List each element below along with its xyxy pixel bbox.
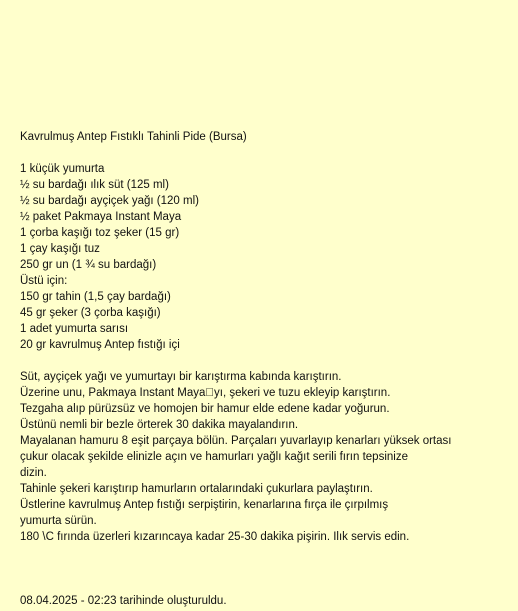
ingredient-item: ½ su bardağı ılık süt (125 ml) bbox=[20, 179, 169, 191]
ingredient-item: 20 gr kavrulmuş Antep fıstığı içi bbox=[20, 339, 180, 351]
instruction-line: 180 \C fırında üzerleri kızarıncaya kadar 25-30 dakika pişirin. Ilık servis edin. bbox=[20, 531, 410, 543]
created-timestamp: 08.04.2025 - 02:23 tarihinde oluşturuldu. bbox=[20, 595, 227, 607]
instruction-line: dizin. bbox=[20, 467, 47, 479]
ingredient-item: 150 gr tahin (1,5 çay bardağı) bbox=[20, 291, 171, 303]
instruction-line: Süt, ayçiçek yağı ve yumurtayı bir karıştırma kabında karıştırın. bbox=[20, 371, 342, 383]
ingredient-item: 1 çorba kaşığı toz şeker (15 gr) bbox=[20, 227, 180, 239]
instruction-line: Üstünü nemli bir bezle örterek 30 dakika mayalandırın. bbox=[20, 419, 299, 431]
recipe-title: Kavrulmuş Antep Fıstıklı Tahinli Pide (Bursa) bbox=[20, 131, 247, 143]
ingredient-item: 1 adet yumurta sarısı bbox=[20, 323, 129, 335]
topping-heading: Üstü için: bbox=[20, 275, 68, 287]
ingredient-list bbox=[20, 161, 490, 353]
instruction-line: Mayalanan hamuru 8 eşit parçaya bölün. Parçaları yuvarlayıp kenarları yüksek ortası bbox=[20, 435, 452, 447]
instruction-list bbox=[20, 369, 490, 545]
ingredient-item: 250 gr un (1 ¾ su bardağı) bbox=[20, 259, 157, 271]
ingredient-item: 1 çay kaşığı tuz bbox=[20, 243, 100, 255]
ingredient-item: 1 küçük yumurta bbox=[20, 163, 105, 175]
instruction-line: Tahinle şekeri karıştırıp hamurların ortalarındaki çukurlara paylaştırın. bbox=[20, 483, 373, 495]
ingredient-item: 45 gr şeker (3 çorba kaşığı) bbox=[20, 307, 161, 319]
instruction-line: yumurta sürün. bbox=[20, 515, 97, 527]
instruction-line: Üzerine unu, Pakmaya Instant Maya yı, şekeri ve tuzu ekleyip karıştırın. bbox=[20, 387, 391, 399]
instruction-line: çukur olacak şekilde elinizle açın ve hamurları yağlı kağıt serili fırın tepsinize bbox=[20, 451, 408, 463]
instruction-line: Tezgaha alıp pürüzsüz ve homojen bir hamur elde edene kadar yoğurun. bbox=[20, 403, 390, 415]
recipe-document bbox=[20, 129, 490, 545]
ingredient-item: ½ paket Pakmaya Instant Maya bbox=[20, 211, 182, 223]
instruction-line: Üstlerine kavrulmuş Antep fıstığı serpiştirin, kenarlarına fırça ile çırpılmış bbox=[20, 499, 389, 511]
ingredient-item: ½ su bardağı ayçiçek yağı (120 ml) bbox=[20, 195, 199, 207]
